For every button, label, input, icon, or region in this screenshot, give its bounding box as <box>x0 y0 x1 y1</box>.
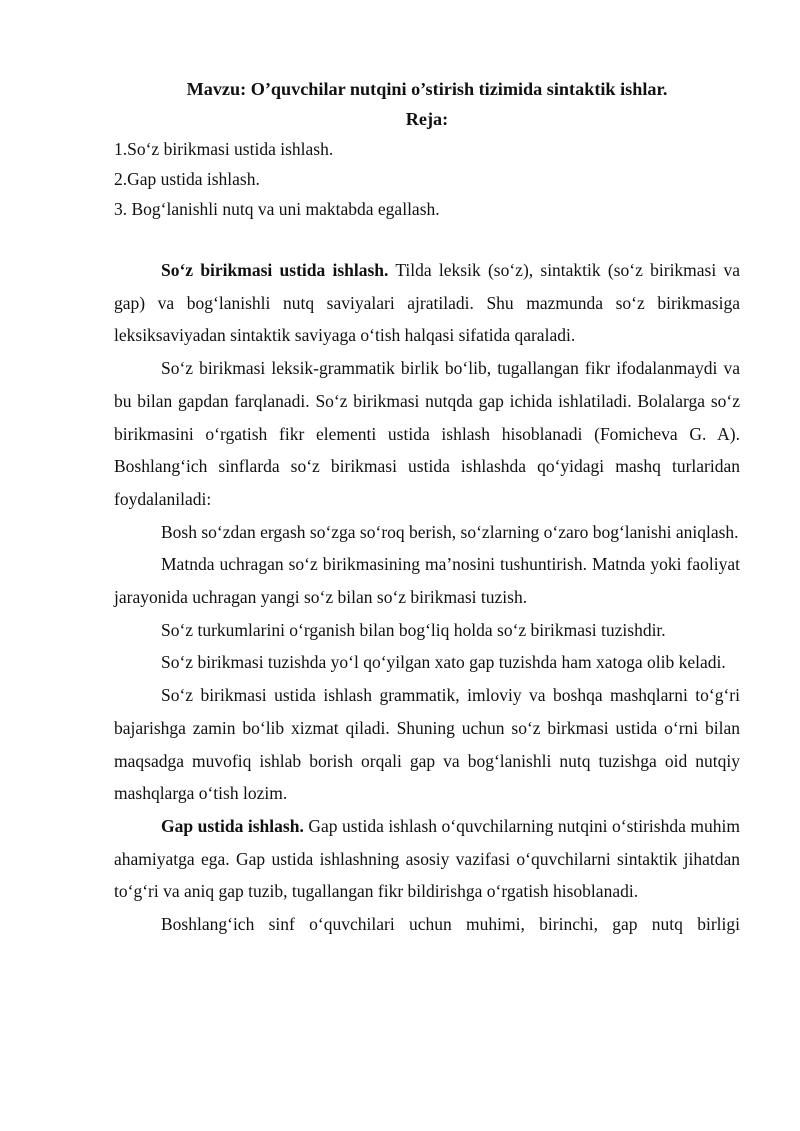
plan-item-3: 3. Bog‘lanishli nutq va uni maktabda egallash. <box>114 199 440 219</box>
plan-item-1: 1.So‘z birikmasi ustida ishlash. <box>114 139 334 159</box>
paragraph-text: So‘z birikmasi leksik-grammatik birlik bo‘lib, tugallangan fikr ifodalanmaydi va bu bilan gapdan farqlanadi. So‘z birikmasi nutqda gap ichida ishlatiladi. Bolalarga so‘z birikmasini o‘rgatish fikr elementi ustida ishlash hisoblanadi (Fomicheva G. A). Boshlang‘ich sinflarda so‘z birikmasi ustida ishlashda qo‘yidagi mashq turlaridan foydalaniladi: <box>114 358 740 509</box>
paragraph-6 <box>114 646 740 679</box>
section-spacer <box>114 224 740 254</box>
plan-list <box>114 134 740 224</box>
paragraph-text: So‘z birikmasi tuzishda yo‘l qo‘yilgan xato gap tuzishda ham xatoga olib keladi. <box>161 652 726 673</box>
section-heading-soz-birikmasi: So‘z birikmasi ustida ishlash. <box>161 260 389 280</box>
paragraph-4 <box>114 548 740 613</box>
paragraph-text: So‘z birikmasi ustida ishlash grammatik, imloviy va boshqa mashqlarni to‘g‘ri bajarishga zamin bo‘lib xizmat qiladi. Shuning uchun so‘z birkmasi ustida o‘rni bilan maqsadga muvofiq ishlab borish orqali gap va bog‘lanishli nutq tuzishga oid nutqiy mashqlarga o‘tish lozim. <box>114 685 740 804</box>
paragraph-text: Boshlang‘ich sinf o‘quvchilari uchun muhimi, birinchi, gap nutq birligi <box>161 914 740 935</box>
paragraph-3 <box>114 516 740 549</box>
paragraph-text: Bosh so‘zdan ergash so‘zga so‘roq berish, so‘zlarning o‘zaro bog‘lanishi aniqlash. <box>161 521 739 542</box>
plan-item-2: 2.Gap ustida ishlash. <box>114 169 260 189</box>
paragraph-text: Tilda leksik (so‘z), sintaktik (so‘z birikmasi va gap) va bog‘lanishli nutq saviyalari ajratiladi. Shu mazmunda so‘z birikmasiga leksiksaviyadan sintaktik saviyaga o‘tish halqasi sifatida qaraladi. <box>114 260 740 346</box>
document-title: Mavzu: O’quvchilar nutqini o’stirish tizimida sintaktik ishlar. <box>186 79 668 99</box>
paragraph-2 <box>114 352 740 516</box>
paragraph-8 <box>114 810 740 908</box>
paragraph-5 <box>114 614 740 647</box>
paragraph-1 <box>114 254 740 352</box>
plan-heading: Reja: <box>405 109 449 129</box>
paragraph-text: So‘z turkumlarini o‘rganish bilan bog‘liq holda so‘z birikmasi tuzishdir. <box>161 619 666 640</box>
paragraph-text: Gap ustida ishlash o‘quvchilarning nutqini o‘stirishda muhim ahamiyatga ega. Gap ustida ishlashning asosiy vazifasi o‘quvchilarni sintaktik jihatdan to‘g‘ri va aniq gap tuzib, tugallangan fikr bildirishga o‘rgatish hisoblanadi. <box>114 815 740 902</box>
paragraph-text: Matnda uchragan so‘z birikmasining ma’nosini tushuntirish. Matnda yoki faoliyat jarayonida uchragan yangi so‘z bilan so‘z birikmasi tuzish. <box>114 554 740 608</box>
section-heading-gap: Gap ustida ishlash. <box>161 815 304 836</box>
paragraph-9 <box>114 908 740 941</box>
paragraph-7 <box>114 679 740 810</box>
